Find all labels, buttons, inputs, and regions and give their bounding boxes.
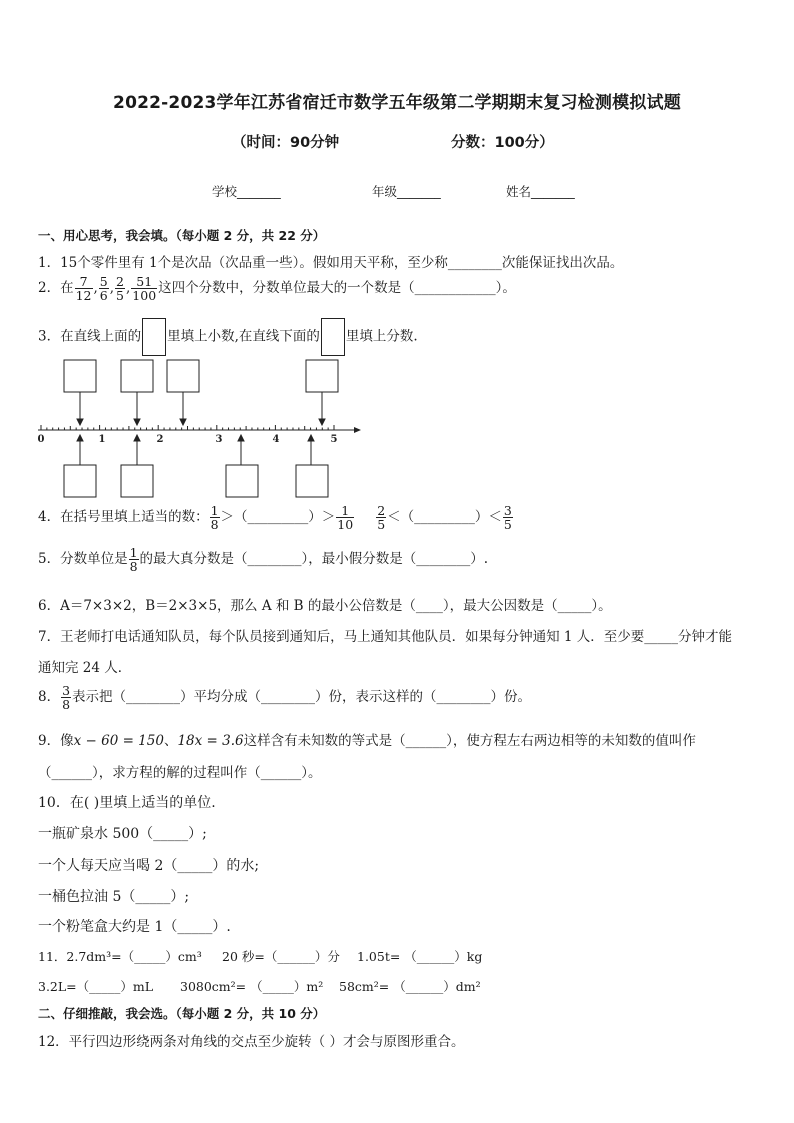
q11-a2: 20 秒=（______）分: [222, 949, 340, 964]
arrow-head: [134, 435, 140, 441]
answer-box-bottom-3: [226, 465, 258, 497]
question-7-line-1: 7．王老师打电话通知队员，每个队员接到通知后，马上通知其他队员．如果每分钟通知 1 人．至少要_____分钟才能: [38, 629, 733, 645]
q4-e-den: 5: [503, 517, 512, 533]
answer-box-bottom-1: [64, 465, 96, 497]
q8-prefix: 8．: [38, 689, 61, 706]
arrow-head: [180, 419, 186, 425]
q4-e-num: 3: [503, 503, 512, 518]
q2-f1-num: 7: [79, 274, 88, 289]
q5-num: 1: [129, 545, 138, 560]
q5-suffix: 的最大真分数是（________），最小假分数是（________）.: [139, 551, 489, 568]
question-3: [38, 318, 418, 356]
q9-equation-1: x − 60 = 150: [73, 733, 164, 749]
question-12: 12．平行四边形绕两条对角线的交点至少旋转（ ）才会与原图形重合。: [38, 1034, 465, 1050]
tick-label-5: 5: [330, 434, 338, 445]
tick-label-1: 1: [98, 434, 106, 445]
q2-f3-den: 5: [116, 288, 124, 304]
question-7-line-2: 通知完 24 人．: [38, 660, 132, 676]
q8-suffix: 表示把（________）平均分成（________）份，表示这样的（________）份。: [72, 689, 532, 706]
fraction-7-12: [75, 275, 93, 302]
page-title: 2022-2023学年江苏省宿迁市数学五年级第二学期期末复习检测模拟试题: [113, 93, 681, 113]
arrow-head: [238, 435, 244, 441]
tick-label-0: 0: [37, 434, 45, 445]
section-2-heading: 二、仔细推敲，我会选。（每小题 2 分，共 10 分）: [38, 1006, 326, 1021]
q2-suffix: 这四个分数中，分数单位最大的一个数是（____________）。: [158, 280, 516, 297]
q10-item: 一个粉笔盒大约是 1（_____）.: [38, 919, 231, 935]
q10-item: 一桶色拉油 5（_____）;: [38, 889, 190, 905]
q4-a-num: 1: [210, 503, 219, 518]
question-8: [38, 684, 531, 711]
tick-label-2: 2: [156, 434, 164, 445]
school-field: 学校_______: [212, 184, 281, 199]
q2-f4-num: 51: [136, 274, 153, 289]
q4-mid1: ＞（_________）＞: [220, 509, 336, 526]
question-5: [38, 546, 488, 573]
q2-f3-num: 2: [116, 274, 124, 289]
q10-item: 一个人每天应当喝 2（_____）的水;: [38, 858, 260, 874]
q8-num: 3: [62, 683, 71, 698]
q8-den: 8: [62, 697, 71, 713]
fraction-1-8: [129, 546, 139, 573]
q3-part3: 里填上分数.: [345, 328, 418, 345]
axis-arrow: [354, 427, 361, 433]
q4-a-den: 8: [210, 517, 219, 533]
fraction-2-5: [376, 504, 386, 531]
q9-equation-2: 18x = 3.6: [177, 733, 244, 749]
grade-field: 年级_______: [372, 184, 441, 199]
tick-label-3: 3: [215, 434, 223, 445]
fraction-5-6: [99, 275, 109, 302]
q4-mid2: ＜（_________）＜: [387, 509, 502, 526]
inline-answer-box: [321, 318, 345, 356]
arrow-head: [134, 419, 140, 425]
q9-sep: 、: [163, 733, 178, 749]
q3-part1: 3．在直线上面的: [38, 328, 142, 345]
answer-box-bottom-4: [296, 465, 328, 497]
arrow-head: [77, 419, 83, 425]
fraction-1-10: [336, 504, 354, 531]
q10-item: 一瓶矿泉水 500（_____）;: [38, 826, 207, 842]
q2-f4-den: 100: [132, 288, 157, 304]
q2-comma: ,: [109, 280, 115, 297]
q4-b-num: 1: [341, 503, 350, 518]
fraction-1-8: [210, 504, 220, 531]
fraction-3-5: [503, 504, 513, 531]
score-label: 分数：100分）: [451, 135, 554, 151]
q11-b1: 3.2L=（_____）mL: [38, 979, 154, 994]
q4-prefix: 4．在括号里填上适当的数：: [38, 509, 209, 526]
q2-comma: ,: [126, 280, 131, 297]
question-6: 6．A＝7×3×2，B＝2×3×5，那么 A 和 B 的最小公倍数是（____），最大公因数是（_____）。: [38, 598, 612, 614]
q5-den: 8: [129, 559, 138, 575]
question-2: [38, 275, 516, 302]
q4-c-den: 5: [377, 517, 386, 533]
question-10: 10．在( )里填上适当的单位.: [38, 795, 216, 811]
question-9-line-1: [38, 729, 696, 749]
answer-box-top-4: [306, 360, 338, 392]
tick-label-4: 4: [272, 434, 280, 445]
question-9-line-2: （______），求方程的解的过程叫作（______）。: [38, 765, 322, 781]
inline-answer-box: [142, 318, 166, 356]
arrow-head: [319, 419, 325, 425]
q2-f2-num: 5: [99, 274, 108, 289]
q4-b-den: 10: [337, 517, 354, 533]
q9-prefix: 9．像: [38, 733, 74, 749]
answer-box-bottom-2: [121, 465, 153, 497]
q2-f2-den: 6: [99, 288, 108, 304]
answer-box-top-2: [121, 360, 153, 392]
q4-c-num: 2: [377, 503, 386, 518]
q9-rest: 这样含有未知数的等式是（______），使方程左右两边相等的未知数的值叫作: [243, 733, 696, 749]
q11-b2: 3080cm²= （_____）m²: [180, 979, 324, 994]
q2-comma: ,: [93, 280, 98, 297]
question-4: [38, 504, 514, 531]
answer-box-top-3: [167, 360, 199, 392]
q3-part2: 里填上小数,在直线下面的: [167, 328, 320, 345]
q11-b3: 58cm²= （______）dm²: [339, 979, 481, 994]
q5-prefix: 5．分数单位是: [38, 551, 128, 568]
number-line-figure: [30, 355, 370, 503]
fraction-51-100: [131, 275, 157, 302]
time-label: （时间：90分钟: [232, 135, 340, 151]
fraction-3-8: [61, 684, 71, 711]
fraction-2-5: [115, 275, 125, 302]
question-1: 1．15个零件里有 1个是次品（次品重一些）。假如用天平称，至少称________次能保证找出次品。: [38, 255, 624, 271]
arrow-head: [308, 435, 314, 441]
answer-box-top-1: [64, 360, 96, 392]
q2-prefix: 2．在: [38, 280, 74, 297]
q11-a1: 11．2.7dm³=（_____）cm³: [38, 949, 202, 964]
q2-f1-den: 12: [75, 288, 92, 304]
section-1-heading: 一、用心思考，我会填。（每小题 2 分，共 22 分）: [38, 228, 326, 243]
arrow-head: [77, 435, 83, 441]
name-field: 姓名_______: [506, 184, 575, 199]
q11-a3: 1.05t= （______）kg: [357, 949, 483, 964]
